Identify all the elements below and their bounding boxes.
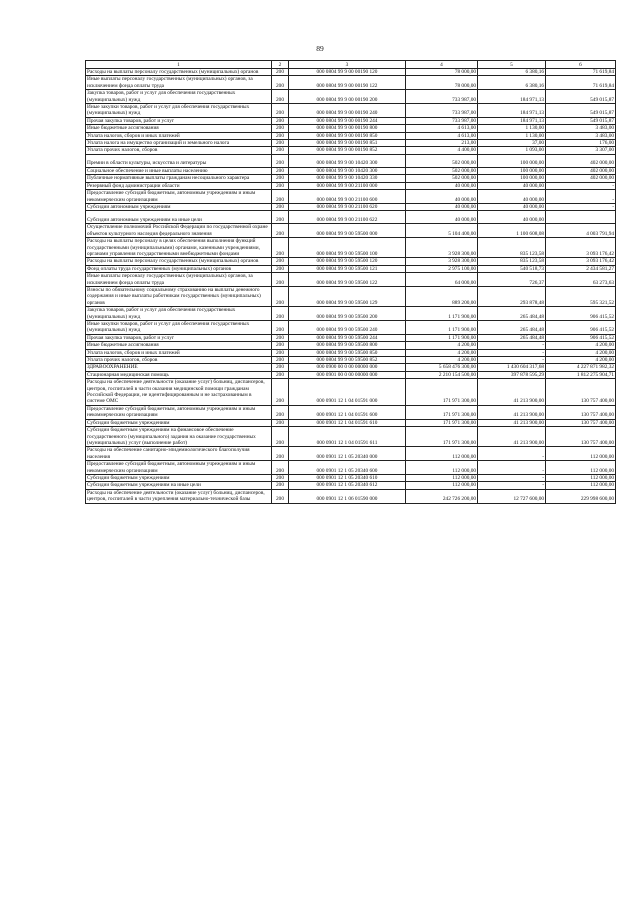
row-name-cell: Субсидии бюджетным учреждениям <box>86 419 272 426</box>
row-name-cell: Закупка товаров, работ и услуг для обеспечения государственных (муниципальных) нужд <box>86 90 272 104</box>
row-approved-cell: 78 000,00 <box>406 69 478 76</box>
row-code-cell: 000 0804 99 9 00 10420 300 <box>289 154 406 167</box>
row-name-cell: Иные закупки товаров, работ и услуг для обеспечения государственных (муниципальных) нужд <box>86 104 272 118</box>
row-approved-cell: 733 987,00 <box>406 104 478 118</box>
row-approved-cell: 4 200,00 <box>406 342 478 349</box>
row-code-cell: 000 0804 99 9 00 21100 620 <box>289 203 406 210</box>
row-grbs-cell: 200 <box>272 357 289 364</box>
row-executed-cell: - <box>478 474 546 481</box>
table-body <box>86 69 616 504</box>
row-name-cell: Расходы на выплаты персоналу государственных (муниципальных) органов <box>86 258 272 265</box>
row-name-cell: Стационарная медицинская помощь <box>86 371 272 378</box>
row-approved-cell: 112 000,00 <box>406 461 478 475</box>
table-row <box>86 182 616 189</box>
row-remaining-cell: 549 015,87 <box>546 117 616 124</box>
row-approved-cell: 171 971 300,00 <box>406 419 478 426</box>
row-grbs-cell: 200 <box>272 482 289 489</box>
row-executed-cell: 1 093,00 <box>478 147 546 154</box>
row-remaining-cell: - <box>546 182 616 189</box>
row-executed-cell: - <box>478 357 546 364</box>
table-row <box>86 90 616 104</box>
row-remaining-cell: 71 619,84 <box>546 76 616 90</box>
row-remaining-cell: 1 812 275 904,71 <box>546 371 616 378</box>
row-code-cell: 000 0804 99 9 00 59500 122 <box>289 273 406 287</box>
row-executed-cell: 1 100 608,08 <box>478 224 546 238</box>
row-name-cell: Премии в области культуры, искусства и литературы <box>86 154 272 167</box>
row-name-cell: Резервный фонд администрации области <box>86 182 272 189</box>
row-code-cell: 000 0804 99 9 00 59500 120 <box>289 258 406 265</box>
row-code-cell: 000 0804 99 9 00 21100 622 <box>289 211 406 224</box>
budget-table <box>85 60 616 504</box>
row-grbs-cell: 200 <box>272 258 289 265</box>
row-name-cell: Субсидии автономным учреждениям <box>86 203 272 210</box>
table-row <box>86 321 616 335</box>
row-remaining-cell: 549 015,87 <box>546 90 616 104</box>
row-name-cell: Иные бюджетные ассигнования <box>86 125 272 132</box>
row-name-cell: Иные выплаты персоналу государственных (муниципальных) органов, за исключением фонда оплаты труда <box>86 273 272 287</box>
row-code-cell: 000 0804 99 9 00 21100 600 <box>289 190 406 204</box>
row-approved-cell: 502 000,00 <box>406 175 478 182</box>
row-grbs-cell: 200 <box>272 76 289 90</box>
row-grbs-cell: 200 <box>272 342 289 349</box>
row-name-cell: Уплата прочих налогов, сборов <box>86 357 272 364</box>
row-name-cell: Уплата налога на имущество организаций и земельного налога <box>86 140 272 147</box>
row-grbs-cell: 200 <box>272 427 289 447</box>
row-grbs-cell: 200 <box>272 349 289 356</box>
row-remaining-cell: 130 757 400,00 <box>546 405 616 419</box>
row-code-cell: 000 0901 00 0 00 00000 000 <box>289 371 406 378</box>
row-code-cell: 000 0804 99 9 00 10420 330 <box>289 175 406 182</box>
column-header: 4 <box>406 61 478 69</box>
row-name-cell: Предоставление субсидий бюджетным, автономным учреждениям и иным некоммерческим организациям <box>86 190 272 204</box>
row-grbs-cell: 200 <box>272 90 289 104</box>
table-row <box>86 238 616 258</box>
row-grbs-cell: 200 <box>272 474 289 481</box>
row-grbs-cell: 200 <box>272 307 289 321</box>
table-row <box>86 190 616 204</box>
row-name-cell: ЗДРАВООХРАНЕНИЕ <box>86 364 272 371</box>
table-row <box>86 379 616 406</box>
row-grbs-cell: 200 <box>272 364 289 371</box>
row-remaining-cell: 4 200,00 <box>546 342 616 349</box>
row-code-cell: 000 0901 12 1 04 01591 610 <box>289 419 406 426</box>
row-grbs-cell: 200 <box>272 334 289 341</box>
row-grbs-cell: 200 <box>272 117 289 124</box>
row-executed-cell: 41 213 900,00 <box>478 379 546 406</box>
row-executed-cell: - <box>478 349 546 356</box>
row-code-cell: 000 0804 99 9 00 59500 000 <box>289 224 406 238</box>
row-name-cell: Предоставление субсидий бюджетным, автономным учреждениям и иным некоммерческим организациям <box>86 405 272 419</box>
row-approved-cell: 1 171 900,00 <box>406 307 478 321</box>
row-approved-cell: 40 000,00 <box>406 203 478 210</box>
table-row <box>86 427 616 447</box>
row-remaining-cell: 4 200,00 <box>546 349 616 356</box>
row-executed-cell: 37,00 <box>478 140 546 147</box>
row-executed-cell: 835 123,58 <box>478 238 546 258</box>
row-grbs-cell: 200 <box>272 224 289 238</box>
table-row <box>86 265 616 272</box>
row-code-cell: 000 0901 12 1 05 20340 610 <box>289 474 406 481</box>
row-name-cell: Расходы на выплаты персоналу государственных (муниципальных) органов <box>86 69 272 76</box>
row-grbs-cell: 200 <box>272 104 289 118</box>
row-grbs-cell: 200 <box>272 211 289 224</box>
table-row <box>86 203 616 210</box>
row-name-cell: Взносы по обязательному социальному страхованию на выплаты денежного содержания и иные выплаты работникам государственных (муниципальных) органов <box>86 286 272 306</box>
header-row <box>86 61 616 69</box>
row-grbs-cell: 200 <box>272 203 289 210</box>
row-name-cell: Уплата налогов, сборов и иных платежей <box>86 132 272 139</box>
table-row <box>86 117 616 124</box>
row-executed-cell: - <box>478 447 546 461</box>
row-executed-cell: 184 971,13 <box>478 117 546 124</box>
row-grbs-cell: 200 <box>272 125 289 132</box>
row-approved-cell: 3 928 300,00 <box>406 258 478 265</box>
row-remaining-cell: 229 998 600,00 <box>546 489 616 503</box>
table-row <box>86 307 616 321</box>
row-approved-cell: 5 658 476 300,00 <box>406 364 478 371</box>
row-grbs-cell: 200 <box>272 154 289 167</box>
row-name-cell: Расходы на обеспечение санитарно-эпидемиологического благополучия населения <box>86 447 272 461</box>
row-executed-cell: 12 727 600,00 <box>478 489 546 503</box>
row-approved-cell: 112 000,00 <box>406 474 478 481</box>
row-remaining-cell: 130 757 400,00 <box>546 427 616 447</box>
row-remaining-cell: 4 227 871 982,32 <box>546 364 616 371</box>
row-remaining-cell <box>546 211 616 224</box>
row-grbs-cell: 200 <box>272 273 289 287</box>
row-grbs-cell: 200 <box>272 321 289 335</box>
row-code-cell: 000 0901 12 1 06 01590 000 <box>289 489 406 503</box>
row-remaining-cell: 595 321,52 <box>546 286 616 306</box>
row-remaining-cell: 176,00 <box>546 140 616 147</box>
row-executed-cell: 41 213 900,00 <box>478 405 546 419</box>
row-executed-cell: - <box>478 461 546 475</box>
row-grbs-cell: 200 <box>272 447 289 461</box>
row-name-cell: Расходы на обеспечение деятельности (оказание услуг) больниц, диспансеров, центров, госпиталей в части укрепления материально-технической базы <box>86 489 272 503</box>
row-approved-cell: 4 400,00 <box>406 147 478 154</box>
row-approved-cell: 40 000,00 <box>406 182 478 189</box>
row-grbs-cell: 200 <box>272 182 289 189</box>
row-approved-cell: 2 210 154 500,00 <box>406 371 478 378</box>
row-remaining-cell: 3 483,00 <box>546 125 616 132</box>
row-code-cell: 000 0804 99 9 00 59500 240 <box>289 321 406 335</box>
row-approved-cell: 78 000,00 <box>406 76 478 90</box>
table-row <box>86 175 616 182</box>
row-code-cell: 000 0804 99 9 00 59500 129 <box>289 286 406 306</box>
row-remaining-cell: 906 415,52 <box>546 334 616 341</box>
table-row <box>86 154 616 167</box>
row-approved-cell: 4 200,00 <box>406 357 478 364</box>
row-remaining-cell: 906 415,52 <box>546 307 616 321</box>
table-row <box>86 286 616 306</box>
row-executed-cell: 1 430 604 317,68 <box>478 364 546 371</box>
row-code-cell: 000 0804 99 9 00 59500 852 <box>289 357 406 364</box>
table-row <box>86 69 616 76</box>
row-approved-cell: 40 000,00 <box>406 211 478 224</box>
table-row <box>86 489 616 503</box>
table-row <box>86 342 616 349</box>
row-grbs-cell: 200 <box>272 419 289 426</box>
row-remaining-cell: 2 434 581,27 <box>546 265 616 272</box>
row-name-cell: Субсидии бюджетным учреждениям на финансовое обеспечение государственного (муниципального) задания на оказание государственных (муниципальных) услуг (выполнение работ) <box>86 427 272 447</box>
row-remaining-cell: 3 093 176,42 <box>546 258 616 265</box>
table-row <box>86 167 616 174</box>
row-remaining-cell: 71 619,84 <box>546 69 616 76</box>
row-code-cell: 000 0804 99 9 00 00190 122 <box>289 76 406 90</box>
row-executed-cell: 100 000,00 <box>478 175 546 182</box>
row-approved-cell: 2 975 100,00 <box>406 265 478 272</box>
row-executed-cell: 397 878 595,29 <box>478 371 546 378</box>
table-row <box>86 461 616 475</box>
table-row <box>86 147 616 154</box>
table-row <box>86 419 616 426</box>
table-row <box>86 482 616 489</box>
row-executed-cell: 1 130,00 <box>478 132 546 139</box>
row-grbs-cell: 200 <box>272 265 289 272</box>
row-grbs-cell: 200 <box>272 132 289 139</box>
row-name-cell: Прочая закупка товаров, работ и услуг <box>86 117 272 124</box>
row-approved-cell: 213,00 <box>406 140 478 147</box>
row-code-cell: 000 0804 99 9 00 59500 121 <box>289 265 406 272</box>
row-code-cell: 000 0901 12 1 05 20340 612 <box>289 482 406 489</box>
row-code-cell: 000 0804 99 9 00 59500 850 <box>289 349 406 356</box>
row-code-cell: 000 0804 99 9 00 10420 300 <box>289 167 406 174</box>
row-executed-cell: 41 213 900,00 <box>478 419 546 426</box>
row-approved-cell: 5 104 400,00 <box>406 224 478 238</box>
row-approved-cell: 4 200,00 <box>406 349 478 356</box>
row-name-cell: Осуществление полномочий Российской Федерации по государственной охране объектов культурного наследия федерального значения <box>86 224 272 238</box>
row-name-cell: Расходы на обеспечение деятельности (оказание услуг) больниц, диспансеров, центров, госпиталей в части оказания медицинской помощи гражданам Российской Федерации, не идентифицированным и не застрахованным в системе ОМС <box>86 379 272 406</box>
table-row <box>86 447 616 461</box>
row-code-cell: 000 0901 12 1 04 01591 000 <box>289 379 406 406</box>
row-name-cell: Предоставление субсидий бюджетным, автономным учреждениям и иным некоммерческим организациям <box>86 461 272 475</box>
row-approved-cell: 40 000,00 <box>406 190 478 204</box>
row-remaining-cell: 906 415,52 <box>546 321 616 335</box>
row-executed-cell: 1 130,00 <box>478 125 546 132</box>
row-name-cell: Субсидии бюджетным учреждениям <box>86 474 272 481</box>
row-code-cell: 000 0804 99 9 00 00190 244 <box>289 117 406 124</box>
row-approved-cell: 502 000,00 <box>406 167 478 174</box>
row-name-cell: Расходы на выплаты персоналу в целях обеспечения выполнения функций государственными (муниципальными) органами, казенными учреждениями, органами управления государственными внебюджетными фондами <box>86 238 272 258</box>
row-remaining-cell: 549 015,87 <box>546 104 616 118</box>
row-remaining-cell: 4 200,00 <box>546 357 616 364</box>
row-remaining-cell: 3 483,00 <box>546 132 616 139</box>
table-row <box>86 357 616 364</box>
table-row <box>86 273 616 287</box>
row-code-cell: 000 0804 99 9 00 00190 850 <box>289 132 406 139</box>
row-executed-cell: 100 000,00 <box>478 154 546 167</box>
row-remaining-cell: 112 000,00 <box>546 482 616 489</box>
row-code-cell: 000 0804 99 9 00 59500 200 <box>289 307 406 321</box>
row-executed-cell: 41 213 900,00 <box>478 427 546 447</box>
row-name-cell: Социальное обеспечение и иные выплаты населению <box>86 167 272 174</box>
row-name-cell: Субсидии автономным учреждениям на иные цели <box>86 211 272 224</box>
row-grbs-cell: 200 <box>272 69 289 76</box>
row-grbs-cell: 200 <box>272 140 289 147</box>
row-code-cell: 000 0804 99 9 00 59500 800 <box>289 342 406 349</box>
row-approved-cell: 4 613,00 <box>406 132 478 139</box>
row-remaining-cell: 112 000,00 <box>546 447 616 461</box>
row-approved-cell: 112 000,00 <box>406 482 478 489</box>
row-approved-cell: 733 987,00 <box>406 90 478 104</box>
row-executed-cell: 40 000,00 <box>478 203 546 210</box>
row-grbs-cell: 200 <box>272 238 289 258</box>
row-code-cell: 000 0804 99 9 00 00190 200 <box>289 90 406 104</box>
column-header: 5 <box>478 61 546 69</box>
row-executed-cell: 184 971,13 <box>478 104 546 118</box>
row-executed-cell: 835 123,58 <box>478 258 546 265</box>
row-grbs-cell: 200 <box>272 379 289 406</box>
row-approved-cell: 171 971 300,00 <box>406 379 478 406</box>
row-name-cell: Прочая закупка товаров, работ и услуг <box>86 334 272 341</box>
row-remaining-cell: - <box>546 203 616 210</box>
row-executed-cell: 265 484,48 <box>478 321 546 335</box>
row-executed-cell: 540 518,73 <box>478 265 546 272</box>
row-approved-cell: 1 171 900,00 <box>406 321 478 335</box>
table-row <box>86 371 616 378</box>
table-row <box>86 76 616 90</box>
row-code-cell: 000 0901 12 1 05 20340 600 <box>289 461 406 475</box>
row-name-cell: Уплата прочих налогов, сборов <box>86 147 272 154</box>
row-approved-cell: 3 928 300,00 <box>406 238 478 258</box>
row-code-cell: 000 0901 12 1 04 01591 611 <box>289 427 406 447</box>
page-number: 89 <box>316 44 324 53</box>
row-code-cell: 000 0804 99 9 00 59500 244 <box>289 334 406 341</box>
table-row <box>86 474 616 481</box>
row-name-cell: Иные закупки товаров, работ и услуг для обеспечения государственных (муниципальных) нужд <box>86 321 272 335</box>
row-approved-cell: 733 987,00 <box>406 117 478 124</box>
row-name-cell: Иные выплаты персоналу государственных (муниципальных) органов, за исключением фонда оплаты труда <box>86 76 272 90</box>
row-code-cell: 000 0901 12 1 05 20340 000 <box>289 447 406 461</box>
row-remaining-cell: - <box>546 190 616 204</box>
row-executed-cell: 100 000,00 <box>478 167 546 174</box>
row-remaining-cell: 112 000,00 <box>546 474 616 481</box>
row-remaining-cell: 402 000,00 <box>546 167 616 174</box>
row-remaining-cell: 3 307,00 <box>546 147 616 154</box>
row-executed-cell: 40 000,00 <box>478 182 546 189</box>
row-grbs-cell: 200 <box>272 371 289 378</box>
table-row <box>86 364 616 371</box>
row-name-cell: Уплата налогов, сборов и иных платежей <box>86 349 272 356</box>
row-remaining-cell: 402 000,00 <box>546 154 616 167</box>
row-approved-cell: 502 000,00 <box>406 154 478 167</box>
row-code-cell: 000 0804 99 9 00 00190 852 <box>289 147 406 154</box>
row-executed-cell: 726,37 <box>478 273 546 287</box>
row-code-cell: 000 0804 99 9 00 00190 240 <box>289 104 406 118</box>
table-row <box>86 211 616 224</box>
row-code-cell: 000 0804 99 9 00 00190 120 <box>289 69 406 76</box>
row-approved-cell: 171 971 300,00 <box>406 427 478 447</box>
row-executed-cell: 6 380,16 <box>478 69 546 76</box>
row-grbs-cell: 200 <box>272 175 289 182</box>
row-grbs-cell: 200 <box>272 147 289 154</box>
row-name-cell: Фонд оплаты труда государственных (муниципальных) органов <box>86 265 272 272</box>
row-grbs-cell: 200 <box>272 461 289 475</box>
row-grbs-cell: 200 <box>272 286 289 306</box>
row-approved-cell: 171 971 300,00 <box>406 405 478 419</box>
row-approved-cell: 889 200,00 <box>406 286 478 306</box>
row-approved-cell: 64 000,00 <box>406 273 478 287</box>
table-row <box>86 140 616 147</box>
row-code-cell: 000 0901 12 1 04 01591 600 <box>289 405 406 419</box>
row-code-cell: 000 0804 99 9 00 59500 100 <box>289 238 406 258</box>
row-executed-cell: 293 878,48 <box>478 286 546 306</box>
column-header: 1 <box>86 61 272 69</box>
table-row <box>86 125 616 132</box>
table-row <box>86 132 616 139</box>
row-executed-cell: 40 000,00 <box>478 190 546 204</box>
row-remaining-cell: 3 093 176,42 <box>546 238 616 258</box>
row-grbs-cell: 200 <box>272 190 289 204</box>
row-executed-cell: 40 000,00 <box>478 211 546 224</box>
row-grbs-cell: 200 <box>272 405 289 419</box>
table-row <box>86 258 616 265</box>
row-remaining-cell: 112 000,00 <box>546 461 616 475</box>
row-code-cell: 000 0804 99 9 00 00190 851 <box>289 140 406 147</box>
row-remaining-cell: 402 000,00 <box>546 175 616 182</box>
row-executed-cell: 6 380,16 <box>478 76 546 90</box>
row-grbs-cell: 200 <box>272 489 289 503</box>
table-row <box>86 405 616 419</box>
row-executed-cell: 265 484,48 <box>478 307 546 321</box>
column-header: 2 <box>272 61 289 69</box>
row-grbs-cell: 200 <box>272 167 289 174</box>
row-approved-cell: 1 171 900,00 <box>406 334 478 341</box>
row-name-cell: Субсидии бюджетным учреждениям на иные цели <box>86 482 272 489</box>
table-row <box>86 349 616 356</box>
row-remaining-cell: 130 757 400,00 <box>546 379 616 406</box>
row-remaining-cell: 63 273,63 <box>546 273 616 287</box>
row-approved-cell: 112 000,00 <box>406 447 478 461</box>
row-name-cell: Закупка товаров, работ и услуг для обеспечения государственных (муниципальных) нужд <box>86 307 272 321</box>
row-approved-cell: 4 613,00 <box>406 125 478 132</box>
row-remaining-cell: 130 757 400,00 <box>546 419 616 426</box>
row-executed-cell: 265 484,48 <box>478 334 546 341</box>
table-row <box>86 224 616 238</box>
row-remaining-cell: 4 003 791,94 <box>546 224 616 238</box>
row-code-cell: 000 0900 00 0 00 00000 000 <box>289 364 406 371</box>
table-row <box>86 104 616 118</box>
row-name-cell: Иные бюджетные ассигнования <box>86 342 272 349</box>
column-header: 6 <box>546 61 616 69</box>
column-header: 3 <box>289 61 406 69</box>
row-executed-cell: - <box>478 482 546 489</box>
row-code-cell: 000 0804 99 9 00 00190 800 <box>289 125 406 132</box>
row-executed-cell: 184 971,13 <box>478 90 546 104</box>
row-approved-cell: 242 726 200,00 <box>406 489 478 503</box>
table-row <box>86 334 616 341</box>
row-executed-cell: - <box>478 342 546 349</box>
row-code-cell: 000 0804 99 9 00 21100 000 <box>289 182 406 189</box>
row-name-cell: Публичные нормативные выплаты гражданам несоциального характера <box>86 175 272 182</box>
